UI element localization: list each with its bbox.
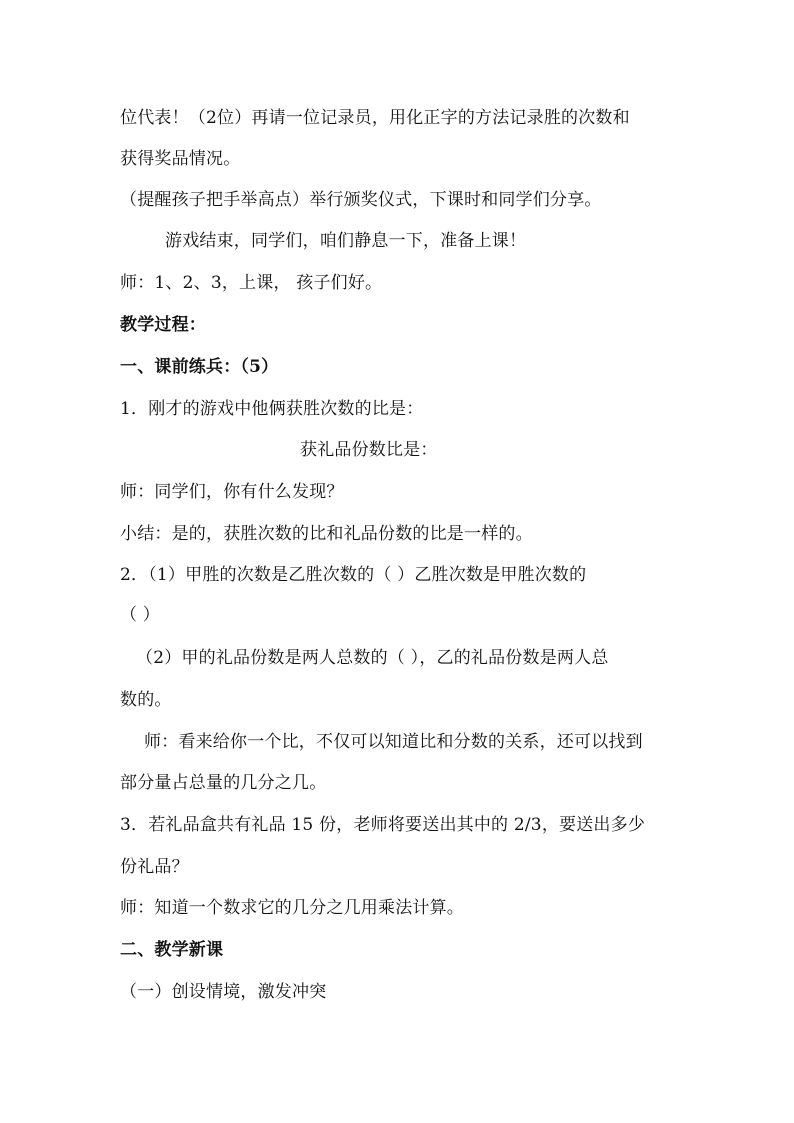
paragraph-line: 师：同学们，你有什么发现？ bbox=[120, 482, 344, 502]
question-line: 2．（1）甲胜的次数是乙胜次数的（ ）乙胜次数是甲胜次数的 bbox=[120, 565, 587, 585]
paragraph-line: 位代表！（2位）再请一位记录员，用化正字的方法记录胜的次数和 bbox=[120, 108, 630, 128]
question-line: 获礼品份数比是： bbox=[300, 440, 438, 460]
question-line: 份礼品？ bbox=[120, 857, 189, 877]
paragraph-line: （提醒孩子把手举高点）举行颁奖仪式，下课时和同学们分享。 bbox=[120, 190, 602, 210]
question-line: （ ） bbox=[120, 605, 161, 625]
question-line: 3．若礼品盒共有礼品 15 份，老师将要送出其中的 2/3，要送出多少 bbox=[120, 815, 646, 835]
question-line: （2）甲的礼品份数是两人总数的（ ），乙的礼品份数是两人总 bbox=[136, 648, 609, 668]
paragraph-line: 师：1、2、3，上课， 孩子们好。 bbox=[120, 273, 383, 293]
paragraph-line: 获得奖品情况。 bbox=[120, 149, 241, 169]
paragraph-line: 师：知道一个数求它的几分之几用乘法计算。 bbox=[120, 898, 464, 918]
section-heading: 一、课前练兵：（5） bbox=[120, 357, 279, 377]
section-heading: 二、教学新课 bbox=[120, 940, 224, 960]
paragraph-line: 游戏结束，同学们，咱们静息一下，准备上课！ bbox=[165, 231, 527, 251]
subsection-heading: （一）创设情境，激发冲突 bbox=[120, 982, 327, 1002]
paragraph-line: 师：看来给你一个比，不仅可以知道比和分数的关系，还可以找到 bbox=[144, 732, 643, 752]
paragraph-line: 部分量占总量的几分之几。 bbox=[120, 773, 327, 793]
question-line: 1．刚才的游戏中他俩获胜次数的比是： bbox=[120, 399, 424, 419]
question-line: 数的。 bbox=[120, 690, 172, 710]
paragraph-line: 小结：是的，获胜次数的比和礼品份数的比是一样的。 bbox=[120, 524, 533, 544]
section-heading: 教学过程： bbox=[120, 315, 206, 335]
